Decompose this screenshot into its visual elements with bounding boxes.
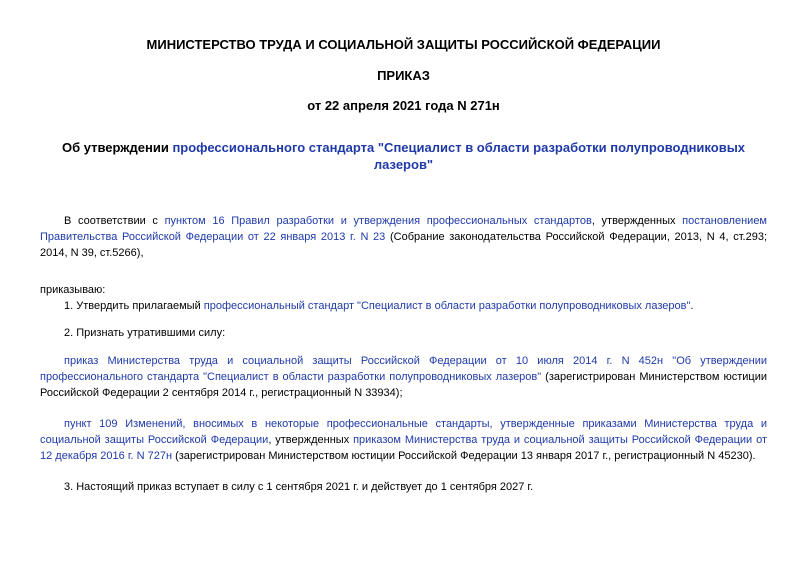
order-title (40, 139, 767, 173)
rules-link[interactable]: пунктом 16 Правил разработки и утверждения профессиональных стандартов (164, 215, 592, 227)
date-number-heading: от 22 апреля 2021 года N 271н (307, 98, 500, 113)
title-prefix: Об утверждении (61, 140, 173, 155)
item-1-text-2: . (690, 300, 694, 312)
order-452n-link[interactable]: приказ Министерства труда и социальной защиты Российской Федерации от 10 июля 2014 г. N 452н "Об утверждении профессионального стандарта "Специалист в области разработки полупроводниковых лазеров" (40, 355, 767, 383)
item-3-paragraph: 3. Настоящий приказ вступает в силу с 1 сентября 2021 г. и действует до 1 сентября 2027 г. (64, 481, 534, 493)
preamble-paragraph (40, 213, 767, 261)
preamble-text-2: , утвержденных (591, 215, 683, 227)
item-2-paragraph: 2. Признать утратившими силу: (64, 327, 226, 339)
item-2b-text-2: (зарегистрирован Министерством юстиции Российской Федерации 13 января 2017 г., регистрационный N 45230). (172, 450, 756, 462)
item-2a-paragraph (40, 353, 767, 401)
preamble-text-1: В соответствии с (64, 215, 165, 227)
item-1-text-1: 1. Утвердить прилагаемый (64, 300, 204, 312)
orders-word: приказываю: (40, 284, 106, 296)
order-727n-link[interactable]: приказом Министерства труда и социальной защиты Российской Федерации от 12 декабря 2016 г. N 727н (40, 434, 767, 462)
preamble-text-3: (Собрание законодательства Российской Федерации, 2013, N 4, ст.293; 2014, N 39, ст.5266), (40, 231, 768, 259)
ministry-heading: МИНИСТЕРСТВО ТРУДА И СОЦИАЛЬНОЙ ЗАЩИТЫ РОССИЙСКОЙ ФЕДЕРАЦИИ (146, 37, 661, 52)
standard-link[interactable]: профессиональный стандарт "Специалист в области разработки полупроводниковых лазеров" (203, 300, 691, 312)
item-2a-text: (зарегистрирован Министерством юстиции Российской Федерации 2 сентября 2014 г., регистрационный N 33934); (40, 371, 767, 399)
title-standard-link[interactable]: профессионального стандарта "Специалист в области разработки полупроводниковых лазеров" (172, 140, 746, 172)
item-2b-text-1: , утвержденных (268, 434, 354, 446)
point-109-link[interactable]: пункт 109 Изменений, вносимых в некоторые профессиональные стандарты, утвержденные приказами Министерства труда и социальной защиты Российской Федерации (40, 418, 767, 446)
doc-type-heading: ПРИКАЗ (377, 68, 430, 83)
government-decree-link[interactable]: постановлением Правительства Российской Федерации от 22 января 2013 г. N 23 (40, 215, 767, 243)
item-1-paragraph (40, 298, 767, 314)
item-2b-paragraph (40, 416, 767, 464)
